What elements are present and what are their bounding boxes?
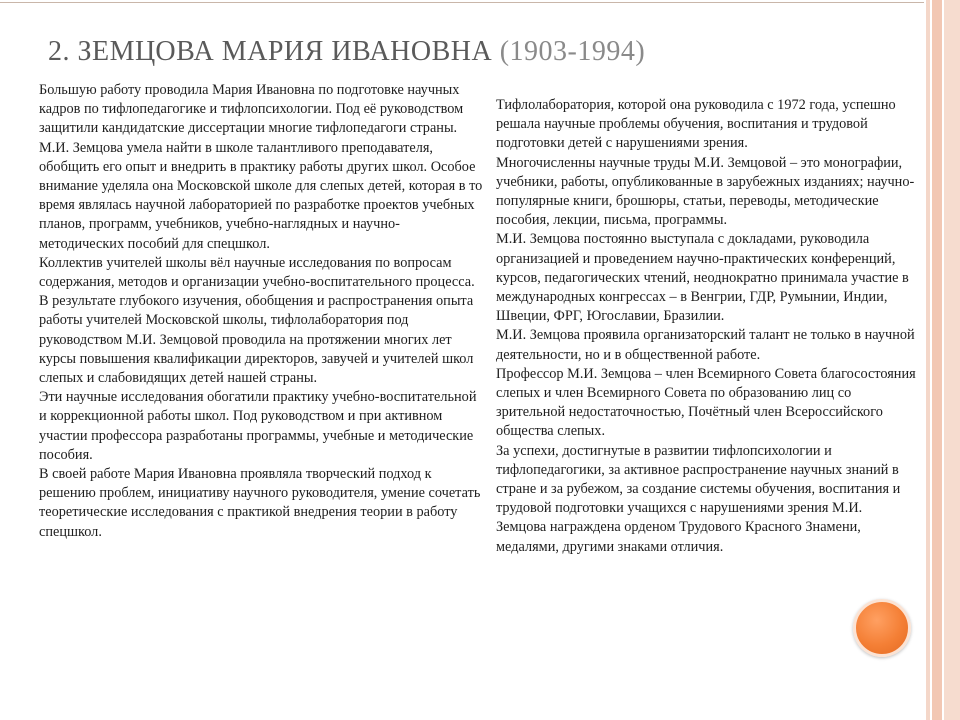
top-rule	[0, 2, 924, 3]
decor-stripe	[926, 0, 930, 720]
decor-stripe	[932, 0, 942, 720]
paragraph: Большую работу проводила Мария Ивановна по подготовке научных кадров по тифлопедагогике и тифлопсихологии. Под её руководством защитили кандидатские диссертации многие тифлопедагоги страны.	[39, 82, 464, 137]
paragraph: М.И. Земцова постоянно выступала с докладами, руководила организацией и проведением научно-практических конференций, курсов, педагогических чтений, неоднократно принимала участие в международных конгрессах – в Венгрии, ГДР, Румынии, Индии, Швеции, ФРГ, Югославии, Бразилии.	[496, 231, 909, 325]
slide-title	[48, 36, 645, 68]
paragraph: М.И. Земцова проявила организаторский талант не только в научной деятельности, но и в общественной работе.	[496, 327, 915, 363]
paragraph: Многочисленны научные труды М.И. Земцовой – это монографии, учебники, работы, опубликованные в зарубежных изданиях; научно-популярные книги, брошюры, статьи, переводы, методические пособия, лекции, письма, программы.	[496, 154, 915, 229]
right-text-column	[496, 96, 916, 557]
title-main: 2. ЗЕМЦОВА МАРИЯ ИВАНОВНА	[48, 36, 493, 67]
decor-orange-circle	[853, 599, 911, 657]
title-dates: (1903-1994)	[499, 36, 646, 67]
paragraph: В своей работе Мария Ивановна проявляла творческий подход к решению проблем, инициативу научного руководителя, умение сочетать теоретические исследования с практикой внедрения теории в работу спецшкол.	[39, 466, 481, 540]
decor-stripe	[944, 0, 960, 720]
paragraph: В результате глубокого изучения, обобщения и распространения опыта работы учителей Московской школы, тифлолаборатория под руководством М.И. Земцовой проводила на протяжении многих лет курсы повышения квалификации директоров, завучей и учителей школ слепых и слабовидящих детей нашей страны.	[39, 293, 474, 387]
paragraph: Профессор М.И. Земцова – член Всемирного Совета благосостояния слепых и член Всемирного Совета по образованию лиц со зрительной недостаточностью, Почётный член Всероссийского общества слепых.	[496, 365, 916, 440]
paragraph: За успехи, достигнутые в развитии тифлопсихологии и тифлопедагогики, за активное распространение научных знаний в стране и за рубежом, за создание системы обучения, воспитания и трудовой подготовки учащихся с нарушениями зрения М.И. Земцова награждена орденом Трудового Красного Знамени, медалями, другими знаками отличия.	[496, 442, 901, 555]
paragraph: Коллектив учителей школы вёл научные исследования по вопросам содержания, методов и организации учебно-воспитательного процесса.	[39, 254, 475, 291]
paragraph: Тифлолаборатория, которой она руководила с 1972 года, успешно решала научные проблемы обучения, воспитания и трудовой подготовки детей с нарушениями зрения.	[496, 97, 896, 152]
paragraph: М.И. Земцова умела найти в школе талантливого преподавателя, обобщить его опыт и внедрить в практику работы других школ. Особое внимание уделяла она Московской школе для слепых детей, которая в то время являлась научной лабораторией по разработке проектов учебных планов, программ, учебников, учебно-наглядных и научно-методических пособий для спецшкол.	[39, 139, 483, 252]
paragraph: Эти научные исследования обогатили практику учебно-воспитательной и коррекционной работы школ. Под руководством и при активном участии профессора разработаны программы, учебные и методические пособия.	[39, 389, 477, 463]
left-text-column	[39, 81, 485, 542]
